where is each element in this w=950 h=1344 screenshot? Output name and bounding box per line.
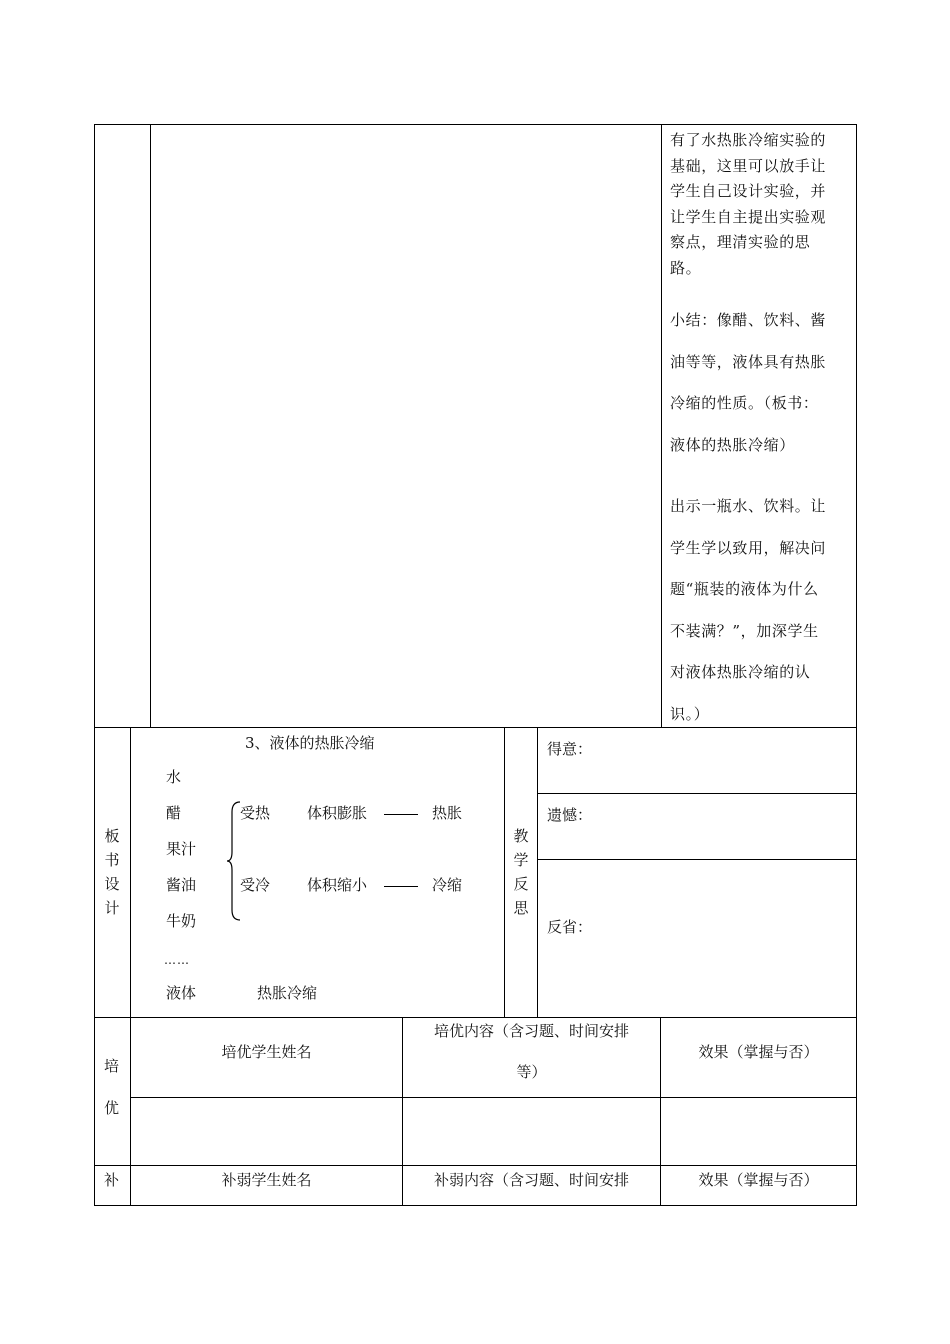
- notes-line: 冷缩的性质。（板书：: [670, 394, 819, 412]
- advanced-content-header: 培优内容（含习题、时间安排: [433, 1022, 629, 1040]
- notes-line: 学生学以致用，解决问: [670, 538, 827, 557]
- notes-line: 对液体热胀冷缩的认: [670, 663, 811, 681]
- label-char: 教: [513, 827, 529, 845]
- label-char: 书: [104, 851, 120, 869]
- cool-label: 受冷: [240, 876, 271, 894]
- notes-line: 让学生自主提出实验观: [670, 207, 827, 226]
- advanced-label-2: 优: [104, 1099, 120, 1117]
- label-char: 板: [104, 827, 120, 845]
- remedial-effect-header: 效果（掌握与否）: [698, 1171, 819, 1189]
- liquid-item: 果汁: [166, 840, 197, 858]
- table-border: [94, 124, 857, 125]
- remedial-name-header: 补弱学生姓名: [221, 1171, 312, 1189]
- summary-property: 热胀冷缩: [257, 984, 318, 1002]
- table-border: [537, 793, 857, 794]
- board-design-label: [102, 824, 122, 920]
- notes-line: 不装满？”，加深学生: [670, 621, 819, 640]
- table-border: [94, 124, 95, 1206]
- cool-result: 冷缩: [432, 876, 463, 894]
- table-border: [94, 1205, 857, 1206]
- table-border: [661, 124, 662, 728]
- advanced-name-header: 培优学生姓名: [221, 1043, 312, 1061]
- expand-label: 体积膨胀: [307, 804, 368, 822]
- arrow-line: [384, 886, 418, 887]
- remedial-label: 补: [104, 1171, 120, 1189]
- heat-result: 热胀: [432, 804, 463, 822]
- notes-line: 出示一瓶水、饮料。让: [670, 497, 827, 515]
- reflection-regret: 遗憾：: [547, 806, 593, 824]
- liquid-item: 水: [166, 768, 182, 786]
- notes-line: 液体的热胀冷缩）: [670, 435, 795, 454]
- arrow-line: [384, 814, 418, 815]
- liquid-item: 醋: [166, 804, 182, 822]
- shrink-label: 体积缩小: [307, 876, 368, 894]
- notes-line: 路。: [670, 258, 702, 277]
- reflection-introspect: 反省：: [547, 918, 593, 936]
- table-border: [537, 727, 538, 1018]
- table-border: [856, 124, 857, 1206]
- advanced-effect-header: 效果（掌握与否）: [698, 1043, 819, 1061]
- table-border: [94, 1017, 857, 1018]
- table-border: [94, 1165, 857, 1166]
- table-border: [537, 859, 857, 860]
- heat-label: 受热: [240, 804, 271, 822]
- label-char: 学: [513, 851, 529, 869]
- liquid-item: 酱油: [166, 876, 197, 894]
- summary-paragraph: [670, 300, 848, 466]
- label-char: 设: [104, 875, 120, 893]
- application-paragraph: [670, 486, 848, 735]
- notes-line: 小结：像醋、饮料、酱: [670, 311, 827, 329]
- liquid-ellipsis: ……: [164, 953, 190, 967]
- label-char: 计: [104, 899, 120, 917]
- label-char: 反: [513, 875, 529, 893]
- advanced-label-1: 培: [104, 1057, 120, 1075]
- summary-subject: 液体: [166, 984, 197, 1002]
- notes-line: 察点，理清实验的思: [670, 233, 811, 251]
- reflection-satisfied: 得意：: [547, 740, 593, 758]
- liquid-item: 牛奶: [166, 912, 197, 930]
- table-border: [504, 727, 505, 1018]
- notes-line: 题“瓶装的液体为什么: [670, 580, 819, 598]
- table-border: [130, 1097, 857, 1098]
- notes-line: 有了水热胀冷缩实验的: [670, 131, 827, 149]
- label-char: 思: [513, 899, 529, 917]
- notes-line: 油等等，液体具有热胀: [670, 352, 827, 371]
- teaching-reflection-label: [511, 824, 531, 920]
- table-border: [130, 727, 131, 1206]
- board-title: 3、液体的热胀冷缩: [245, 734, 375, 752]
- table-border: [150, 124, 151, 728]
- notes-line: 学生自己设计实验，并: [670, 182, 827, 200]
- notes-line: 识。）: [670, 704, 710, 723]
- teaching-notes-paragraph: [670, 128, 848, 281]
- remedial-content-header: 补弱内容（含习题、时间安排: [433, 1171, 629, 1189]
- notes-line: 基础，这里可以放手让: [670, 156, 827, 175]
- advanced-content-header-cont: 等）: [516, 1063, 547, 1081]
